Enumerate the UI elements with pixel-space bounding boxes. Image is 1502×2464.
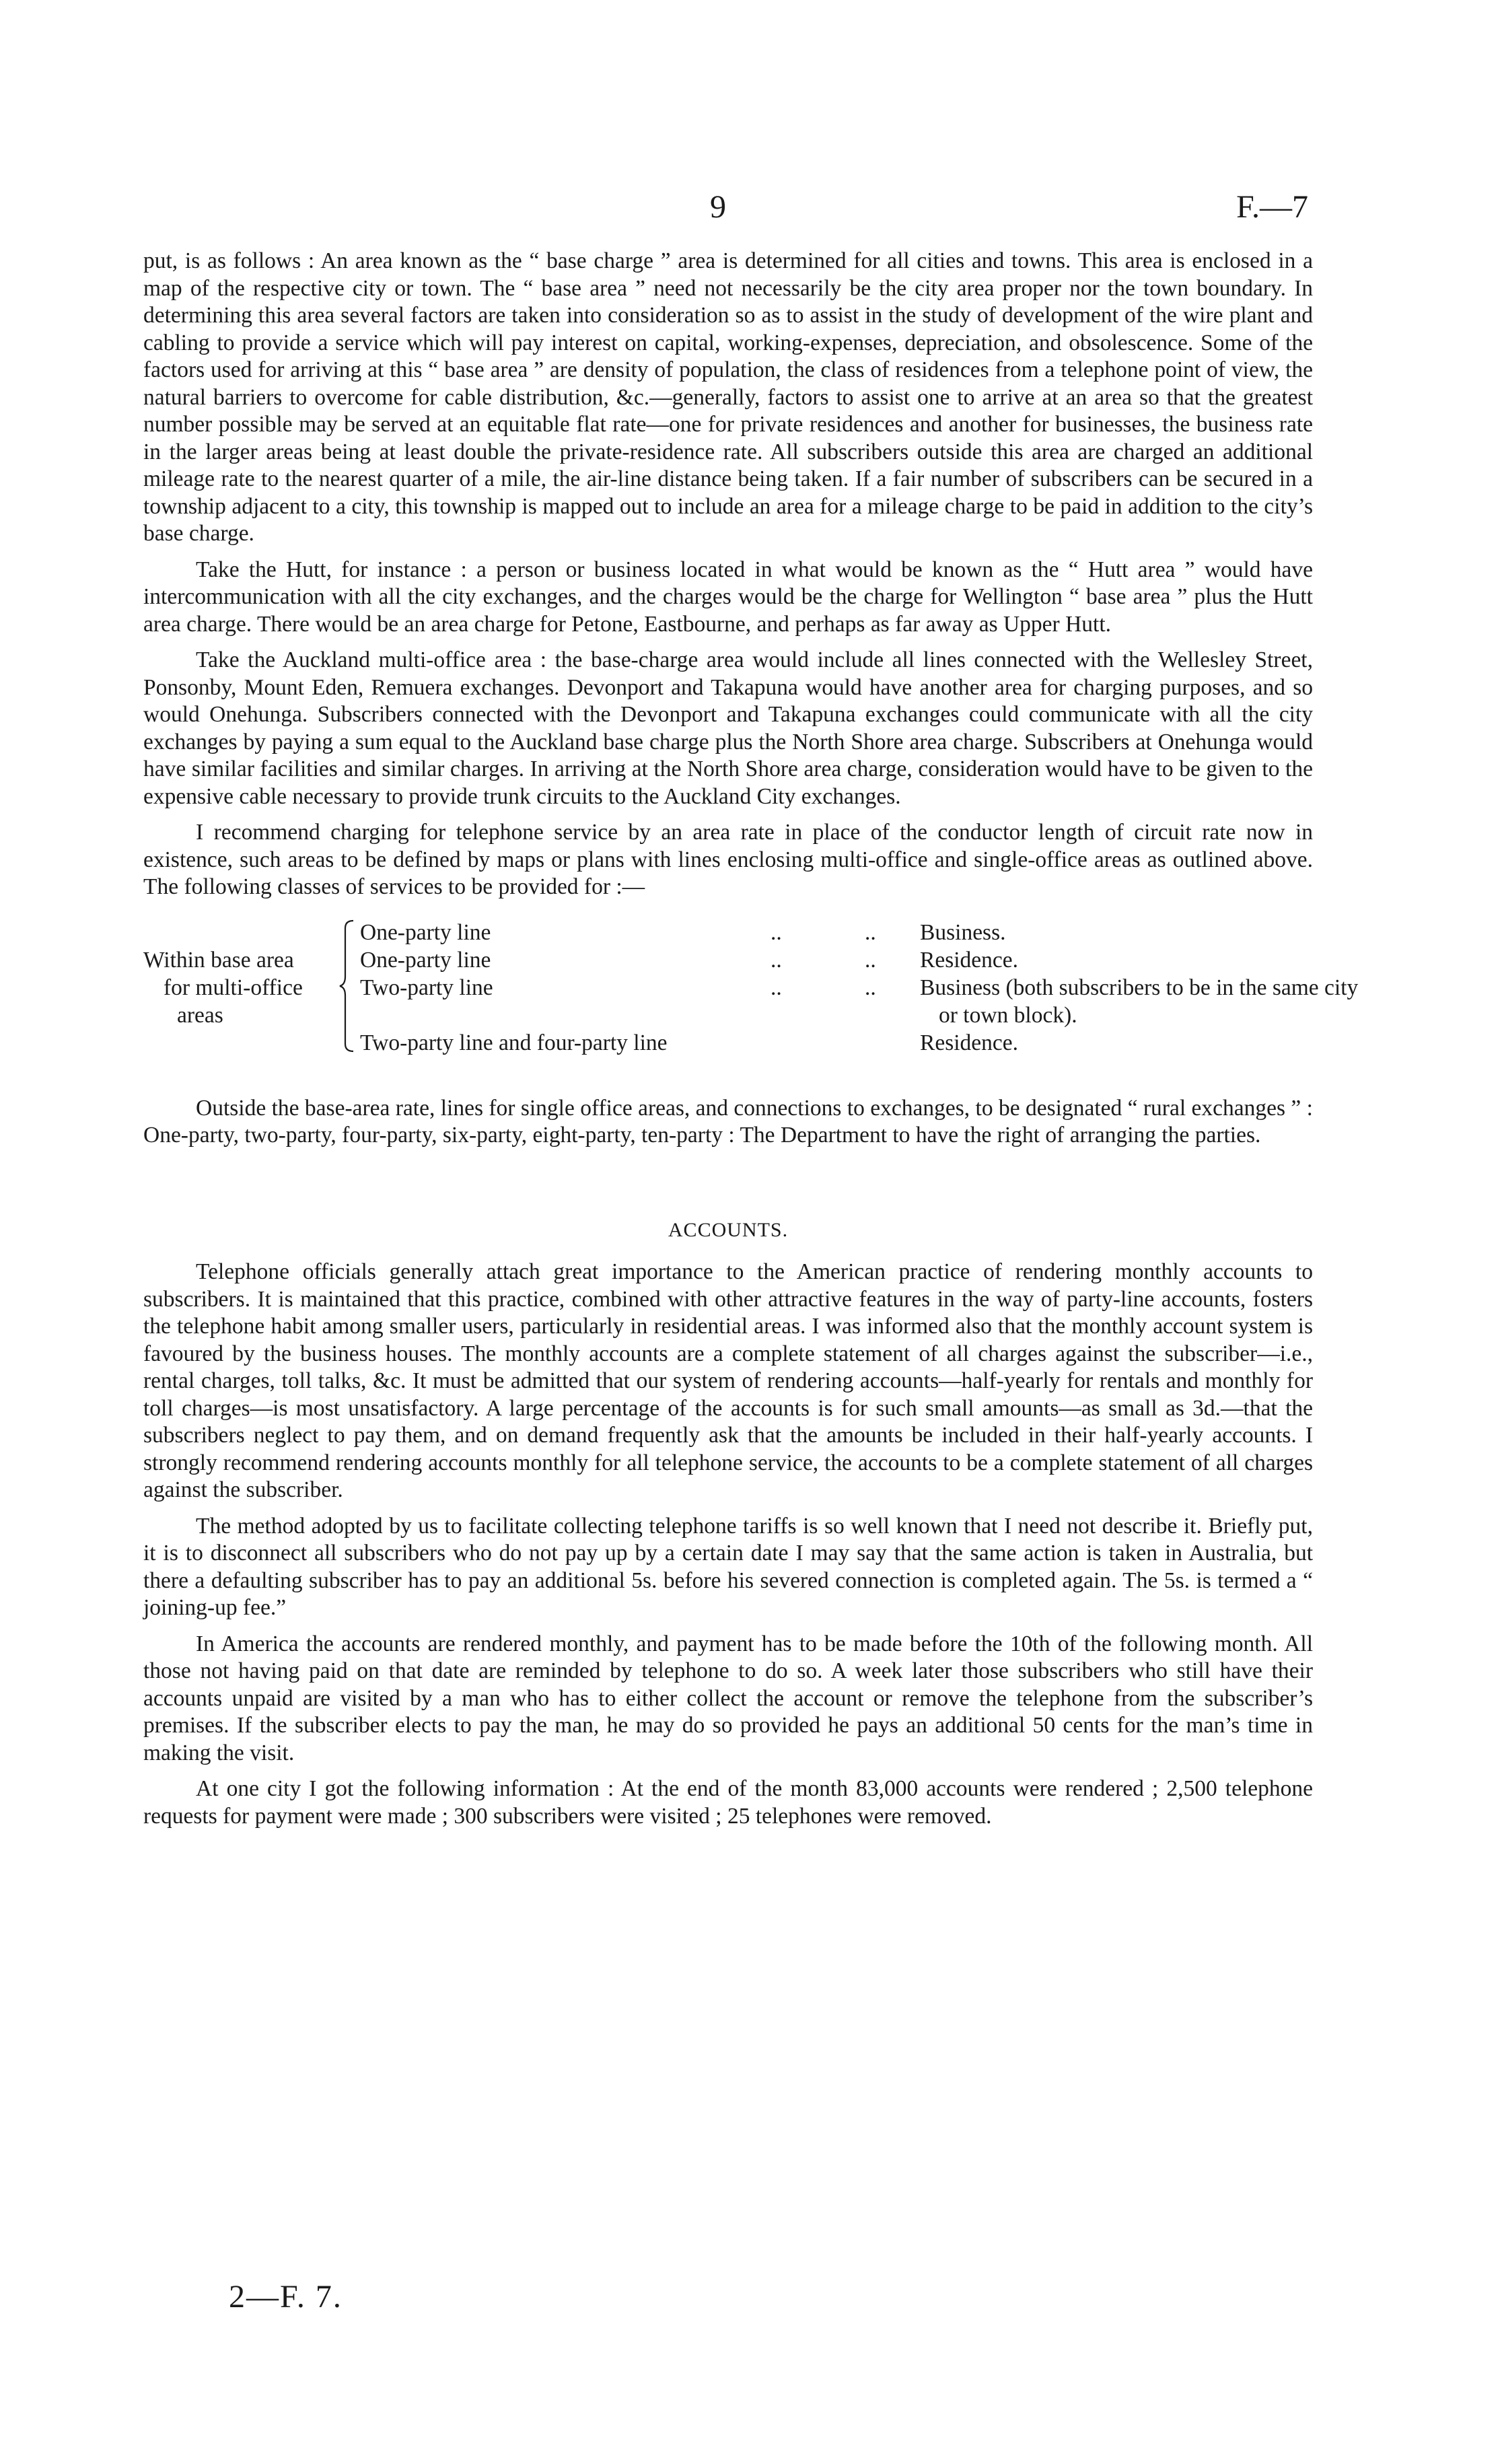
table-row [360, 1001, 1313, 1029]
party-type: Two-party line [360, 975, 493, 1000]
service-class: Residence. [920, 947, 1019, 973]
service-class: Business. [920, 919, 1006, 945]
table-label-line: for multi-office [164, 975, 303, 1000]
leader-dots: .. [865, 975, 876, 1000]
table-row [360, 919, 1313, 946]
section-heading-accounts: ACCOUNTS. [668, 1218, 789, 1241]
paragraph-base-charge: put, is as follows : An area known as the “ base charge ” area is determined for all cities and towns. This area is enclosed in a map of the respective city or town. The “ base area ” need not necessarily be the city area proper nor the town boundary. In determining this area several factors are taken into consideration so as to assist in the study of development of the wire plant and cabling to provide a service which will pay interest on capital, working-expenses, depreciation, and obsolescence. Some of the factors used for arriving at this “ base area ” are density of population, the class of residences from a telephone point of view, the natural barriers to overcome for cable distribution, &c.—generally, factors to assist one to arrive at an area so that the greatest number possible may be served at an equitable flat rate—one for private residences and another for businesses, the business rate in the larger areas being at least double the private-residence rate. All subscribers outside this area are charged an additional mileage rate to the nearest quarter of a mile, the air-line distance being taken. If a fair number of subscribers can be secured in a township adjacent to a city, this township is mapped out to include an area for a mileage charge to be paid in addition to the city’s base charge. [143, 248, 1313, 546]
table-row [360, 946, 1313, 974]
service-classes-table [143, 919, 1359, 1072]
table-label-line: areas [177, 1002, 223, 1028]
party-type: One-party line [360, 947, 491, 973]
paragraph-rural-exchanges: Outside the base-area rate, lines for single office areas, and connections to exchanges, to be designated “ rural exchanges ” : One-party, two-party, four-party, six-party, eight-party, ten-party : The Department to have the right of arranging the parties. [143, 1095, 1313, 1148]
paragraph-monthly-accounts: Telephone officials generally attach great importance to the American practice of rendering monthly accounts to subscribers. It is maintained that this practice, combined with other attractive features in the way of party-line accounts, fosters the telephone habit among smaller users, particularly in residential areas. I was informed also that the monthly account system is favoured by the business houses. The monthly accounts are a complete statement of all charges against the subscriber—i.e., rental charges, toll talks, &c. It must be admitted that our system of rendering accounts—half-yearly for rentals and monthly for toll charges—is most unsatisfactory. A large percentage of the accounts is for such small amounts—as small as 3d.—that the subscribers neglect to pay them, and on demand frequently ask that the amounts be included in their half-yearly accounts. I strongly recommend rendering accounts monthly for all telephone service, the accounts to be a complete statement of all charges against the subscriber. [143, 1259, 1313, 1502]
leader-dots: .. [865, 919, 876, 945]
table-row [360, 1029, 1313, 1057]
leader-dots: .. [771, 975, 782, 1000]
table-rows [360, 919, 1359, 1057]
paragraph-recommendation: I recommend charging for telephone service by an area rate in place of the conductor length of circuit rate now in existence, such areas to be defined by maps or plans with lines enclosing multi-office and single-office areas as outlined above. The following classes of services to be provided for :— [143, 820, 1313, 899]
footer-signature-ref: 2—F. 7. [229, 2279, 343, 2315]
leader-dots: .. [865, 947, 876, 973]
paragraph-america: In America the accounts are rendered monthly, and payment has to be made before the 10th of the following month. All those not having paid on that date are reminded by telephone to do so. A week later those subscribers who still have their accounts unpaid are visited by a man who has to either collect the account or remove the telephone from the subscriber’s premises. If the subscriber elects to pay the man, he may do so provided he pays an additional 50 cents for the man’s time in making the visit. [143, 1631, 1313, 1765]
document-reference: F.—7 [1236, 189, 1308, 225]
page-header [0, 188, 1502, 229]
service-class: Residence. [920, 1030, 1019, 1055]
table-label [143, 946, 338, 1029]
paragraph-collection-method: The method adopted by us to facilitate collecting telephone tariffs is so well known that I need not describe it. Briefly put, it is to disconnect all subscribers who do not pay up by a certain date I may say that the same action is taken in Australia, but there a defaulting subscriber has to pay an additional 5s. before his severed connection is completed again. The 5s. is termed a “ joining-up fee.” [143, 1513, 1313, 1620]
paragraph-hutt: Take the Hutt, for instance : a person or business located in what would be known as the “ Hutt area ” would have intercommunication with all the city exchanges, and the charges would be the charge for Wellington “ base area ” plus the Hutt area charge. There would be an area charge for Petone, Eastbourne, and perhaps as far away as Upper Hutt. [143, 557, 1313, 637]
leader-dots: .. [771, 947, 782, 973]
party-type: Two-party line and four-party line [360, 1030, 668, 1055]
leader-dots: .. [771, 919, 782, 945]
paragraph-auckland: Take the Auckland multi-office area : the base-charge area would include all lines connected with the Wellesley Street, Ponsonby, Mount Eden, Remuera exchanges. Devonport and Takapuna would have another area for charging purposes, and so would Onehunga. Subscribers connected with the Devonport and Takapuna exchanges could communicate with all the city exchanges by paying a sum equal to the Auckland base charge plus the North Shore area charge. Subscribers at Onehunga would have similar facilities and similar charges. In arriving at the North Shore area charge, consideration would have to be given to the expensive cable necessary to provide trunk circuits to the Auckland City exchanges. [143, 647, 1313, 809]
page-number: 9 [710, 189, 726, 225]
table-row [360, 974, 1359, 1001]
party-type: One-party line [360, 919, 491, 945]
body-text [143, 248, 1359, 1839]
service-class-continued: or town block). [939, 1002, 1077, 1028]
paragraph-city-statistics: At one city I got the following information : At the end of the month 83,000 accounts were rendered ; 2,500 telephone requests for payment were made ; 300 subscribers were visited ; 25 telephones were removed. [143, 1776, 1313, 1829]
curly-brace-icon [338, 919, 355, 1053]
table-label-line: Within base area [143, 947, 294, 973]
service-class: Business (both subscribers to be in the same city [920, 975, 1359, 1000]
